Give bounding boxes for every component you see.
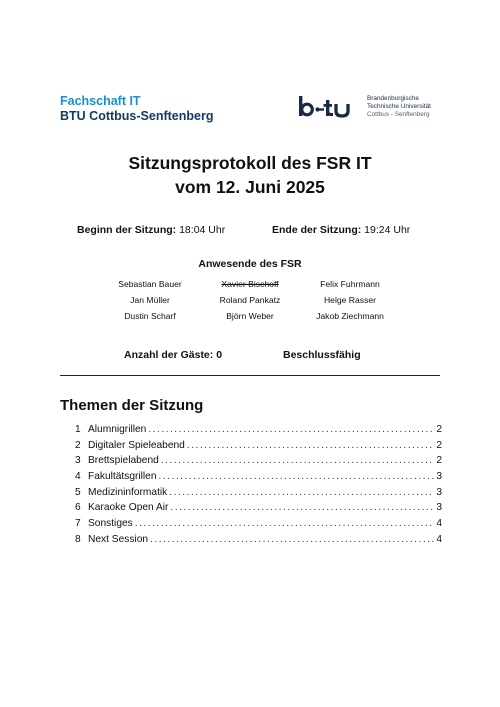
title-line-2: vom 12. Juni 2025	[175, 176, 325, 197]
attendee-name: Xavier Bischoff	[221, 279, 279, 289]
toc-entry-page: 2	[436, 439, 442, 451]
quorum-status: Beschlussfähig	[283, 349, 361, 361]
attendee-name: Jan Müller	[130, 295, 170, 305]
btu-line-3: Cottbus - Senftenberg	[367, 111, 430, 119]
toc-entry-title: Sonstiges	[88, 518, 133, 530]
session-end	[272, 224, 410, 236]
session-begin	[77, 224, 225, 236]
guest-count: Anzahl der Gäste: 0	[124, 349, 223, 361]
btu-wordmark	[367, 95, 431, 120]
toc-leader-dots	[161, 455, 435, 466]
fachschaft-name: Fachschaft IT	[60, 94, 141, 108]
btu-mark-icon	[298, 94, 360, 120]
begin-label: Beginn der Sitzung:	[77, 224, 177, 236]
title-line-1: Sitzungsprotokoll des FSR IT	[128, 153, 372, 173]
toc-entry[interactable]	[75, 487, 442, 503]
toc-entry-title: Medizininformatik	[88, 486, 168, 498]
toc-entry-title: Fakultätsgrillen	[88, 471, 157, 483]
toc-entry-page: 2	[436, 455, 442, 467]
toc-entry-number: 8	[75, 533, 81, 545]
toc-entry-title: Alumnigrillen	[88, 424, 147, 435]
toc-leader-dots	[148, 424, 434, 435]
end-label: Ende der Sitzung:	[272, 224, 362, 236]
toc-heading: Themen der Sitzung	[60, 397, 204, 414]
university-name: BTU Cottbus-Senftenberg	[60, 109, 214, 124]
toc-entry-number: 6	[75, 502, 81, 514]
toc-entry-title: Digitaler Spieleabend	[88, 439, 185, 451]
toc-leader-dots	[135, 518, 435, 529]
btu-logo	[298, 94, 431, 120]
btu-line-1: Brandenburgische	[367, 94, 419, 102]
page-title	[0, 152, 500, 199]
attendee-name: Jakob Ziechmann	[316, 311, 384, 321]
toc-entry-number: 5	[75, 486, 81, 498]
toc-entry-title: Brettspielabend	[88, 455, 159, 467]
toc-entry[interactable]	[75, 518, 442, 534]
table-of-contents	[75, 424, 442, 550]
toc-entry[interactable]	[75, 471, 442, 487]
attendees-heading: Anwesende des FSR	[198, 258, 302, 270]
toc-entry[interactable]	[75, 455, 442, 471]
attendee-name: Dustin Scharf	[124, 311, 176, 321]
end-value: 19:24 Uhr	[364, 224, 411, 236]
toc-entry-page: 3	[436, 502, 442, 514]
toc-entry-number: 7	[75, 518, 81, 530]
attendees-list	[100, 278, 400, 322]
toc-leader-dots	[169, 487, 434, 498]
toc-entry-number: 4	[75, 471, 81, 483]
attendee-name: Björn Weber	[226, 311, 274, 321]
toc-entry-page: 2	[436, 424, 442, 435]
toc-entry-page: 4	[436, 533, 442, 545]
toc-entry[interactable]	[75, 440, 442, 456]
toc-entry-title: Next Session	[88, 533, 149, 545]
btu-line-2: Technische Universität	[367, 102, 431, 110]
toc-leader-dots	[159, 471, 435, 482]
toc-entry-number: 3	[75, 455, 81, 467]
attendee-name: Helge Rasser	[323, 295, 377, 305]
fachschaft-logo	[60, 95, 213, 123]
toc-entry[interactable]	[75, 424, 442, 440]
divider	[60, 375, 440, 376]
toc-entry-page: 3	[436, 486, 442, 498]
toc-entry-number: 1	[75, 424, 81, 435]
attendee-name: Roland Pankatz	[219, 295, 281, 305]
toc-entry-page: 4	[436, 518, 442, 530]
toc-entry[interactable]	[75, 534, 442, 550]
toc-entry-title: Karaoke Open Air	[88, 502, 169, 514]
attendee-name: Sebastian Bauer	[118, 279, 182, 289]
begin-value: 18:04 Uhr	[179, 224, 226, 236]
toc-entry[interactable]	[75, 502, 442, 518]
toc-entry-number: 2	[75, 439, 81, 451]
toc-entry-page: 3	[436, 471, 442, 483]
toc-leader-dots	[187, 440, 434, 451]
attendee-name: Felix Fuhrmann	[320, 279, 380, 289]
toc-leader-dots	[150, 534, 434, 545]
toc-leader-dots	[170, 502, 434, 513]
